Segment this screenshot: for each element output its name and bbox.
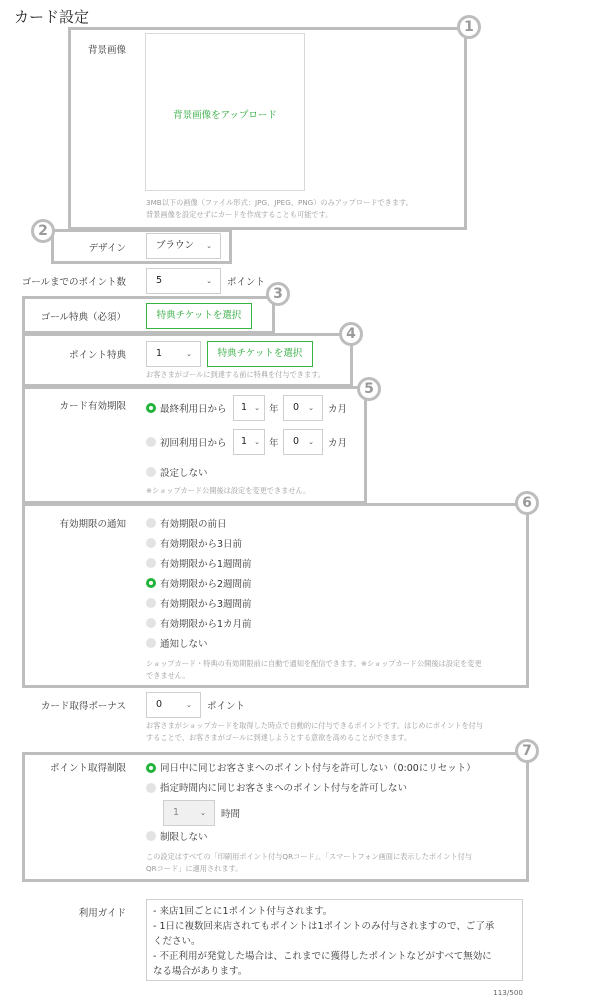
- background-image-label: 背景画像: [87, 45, 126, 56]
- background-image-upload-area[interactable]: [145, 33, 305, 191]
- guide-line: - 1日に複数回来店されてもポイントは1ポイントのみ付与されますので、ご了承: [153, 921, 495, 932]
- callout-number-2: 2: [31, 219, 55, 243]
- design-label: デザイン: [88, 243, 126, 254]
- chevron-down-icon: ⌄: [254, 438, 260, 446]
- design-value: ブラウン: [156, 240, 195, 251]
- point-reward-select[interactable]: [146, 341, 201, 367]
- expiry-years-select-2[interactable]: [233, 429, 265, 455]
- chevron-down-icon: ⌄: [254, 404, 260, 412]
- notification-option-label: 有効期限から1カ月前: [160, 619, 252, 630]
- callout-number-7: 7: [515, 739, 539, 763]
- notification-option-label: 通知しない: [160, 639, 208, 650]
- expiry-years-value-2: 1: [241, 436, 248, 447]
- expiry-year-unit-1: 年: [269, 404, 279, 415]
- expiry-month-unit-1: カ月: [328, 404, 348, 415]
- notification-radio[interactable]: [146, 538, 156, 548]
- notification-note-1: ショップカード・特典の有効期限前に自動で通知を配信できます。※ショップカード公開後は設定を変更: [146, 659, 482, 668]
- limit-option-none: 制限しない: [160, 832, 208, 843]
- expiry-radio-none[interactable]: [146, 467, 156, 477]
- notification-option-label: 有効期限から3日前: [160, 539, 243, 550]
- expiry-option-none: 設定しない: [160, 468, 208, 479]
- chevron-down-icon: ⌄: [308, 438, 314, 446]
- goal-reward-label: ゴール特典（必須）: [40, 312, 126, 323]
- limit-note-1: この設定はすべての「印刷用ポイント付与QRコード」、「スマートフォン画面に表示したポイント付与: [146, 852, 473, 861]
- goal-reward-select-ticket-button[interactable]: 特典チケットを選択: [146, 303, 252, 329]
- chevron-down-icon: ⌄: [206, 277, 212, 285]
- limit-option-time-window: 指定時間内に同じお客さまへのポイント付与を許可しない: [160, 783, 408, 794]
- limit-radio-same-day[interactable]: [146, 763, 156, 773]
- card-bonus-note-2: することで、お客さまがゴールに到達しようとする意欲を高めることができます。: [146, 733, 412, 742]
- goal-points-value: 5: [156, 275, 163, 286]
- expiry-years-value-1: 1: [241, 402, 248, 413]
- usage-guide-textarea[interactable]: [146, 899, 523, 981]
- expiry-note: ※ショップカード公開後は設定を変更できません。: [146, 486, 311, 495]
- notification-option-label: 有効期限から2週間前: [160, 579, 252, 590]
- limit-radio-time-window[interactable]: [146, 783, 156, 793]
- design-select[interactable]: [146, 233, 221, 259]
- page-title: カード設定: [14, 8, 90, 26]
- guide-line: なる場合があります。: [153, 966, 248, 977]
- limit-option-same-day: 同日中に同じお客さまへのポイント付与を許可しない（0:00にリセット）: [160, 763, 476, 774]
- callout-number-5: 5: [357, 377, 381, 401]
- expiry-months-select-2[interactable]: [283, 429, 323, 455]
- expiry-months-value-1: 0: [293, 402, 300, 413]
- notification-option-label: 有効期限から3週間前: [160, 599, 252, 610]
- expiry-month-unit-2: カ月: [328, 438, 348, 449]
- goal-points-select[interactable]: [146, 268, 221, 294]
- expiry-years-select-1[interactable]: [233, 395, 265, 421]
- expiry-year-unit-2: 年: [269, 438, 279, 449]
- chevron-down-icon: ⌄: [186, 701, 192, 709]
- goal-points-unit: ポイント: [227, 277, 266, 288]
- notification-option-label: 有効期限の前日: [160, 519, 227, 530]
- point-limit-label: ポイント取得制限: [49, 763, 126, 774]
- point-reward-value: 1: [156, 348, 163, 359]
- limit-note-2: QRコード」に適用されます。: [146, 864, 243, 873]
- background-note-2: 背景画像を設定せずにカードを作成することも可能です。: [146, 210, 333, 219]
- notification-radio[interactable]: [146, 518, 156, 528]
- notification-radio[interactable]: [146, 638, 156, 648]
- notification-radio[interactable]: [146, 598, 156, 608]
- expiry-radio-first-use[interactable]: [146, 437, 156, 447]
- card-bonus-value: 0: [156, 699, 163, 710]
- card-bonus-note-1: お客さまがショップカードを取得した時点で自動的に付与できるポイントです。はじめにポイントを付与: [146, 721, 484, 730]
- expiry-radio-last-use[interactable]: [146, 403, 156, 413]
- callout-number-3: 3: [266, 282, 290, 306]
- notification-note-2: できません。: [146, 671, 190, 680]
- limit-radio-none[interactable]: [146, 831, 156, 841]
- callout-number-1: 1: [457, 15, 481, 39]
- notification-radio[interactable]: [146, 558, 156, 568]
- usage-guide-char-counter: 113/500: [493, 988, 523, 997]
- expiry-months-select-1[interactable]: [283, 395, 323, 421]
- limit-hours-select[interactable]: [163, 800, 215, 826]
- expiry-option-last-use: 最終利用日から: [160, 404, 227, 415]
- callout-number-4: 4: [339, 322, 363, 346]
- point-reward-label: ポイント特典: [68, 350, 126, 361]
- card-bonus-select[interactable]: [146, 692, 201, 718]
- callout-number-6: 6: [515, 491, 539, 515]
- limit-hours-unit: 時間: [221, 809, 241, 820]
- chevron-down-icon: ⌄: [308, 404, 314, 412]
- card-expiry-label: カード有効期限: [59, 401, 126, 412]
- guide-line: ください。: [153, 936, 201, 947]
- expiry-notification-label: 有効期限の通知: [59, 519, 126, 530]
- chevron-down-icon: ⌄: [186, 350, 192, 358]
- chevron-down-icon: ⌄: [206, 242, 212, 250]
- expiry-option-first-use: 初回利用日から: [160, 438, 227, 449]
- guide-line: - 不正利用が発覚した場合は、これまでに獲得したポイントなどがすべて無効に: [153, 951, 492, 962]
- notification-option-label: 有効期限から1週間前: [160, 559, 252, 570]
- card-bonus-unit: ポイント: [207, 701, 246, 712]
- card-bonus-label: カード取得ボーナス: [40, 701, 126, 712]
- expiry-months-value-2: 0: [293, 436, 300, 447]
- usage-guide-label: 利用ガイド: [78, 908, 126, 919]
- limit-hours-value: 1: [173, 807, 180, 818]
- guide-line: - 来店1回ごとに1ポイント付与されます。: [153, 906, 333, 917]
- upload-background-link[interactable]: 背景画像をアップロード: [173, 110, 277, 121]
- goal-points-label: ゴールまでのポイント数: [21, 277, 126, 288]
- point-reward-select-ticket-button[interactable]: 特典チケットを選択: [207, 341, 313, 367]
- notification-radio[interactable]: [146, 578, 156, 588]
- background-note-1: 3MB以下の画像（ファイル形式：JPG、JPEG、PNG）のみアップロードできます。: [146, 198, 413, 207]
- point-reward-note: お客さまがゴールに到達する前に特典を付与できます。: [146, 370, 325, 379]
- notification-radio[interactable]: [146, 618, 156, 628]
- chevron-down-icon: ⌄: [200, 809, 206, 817]
